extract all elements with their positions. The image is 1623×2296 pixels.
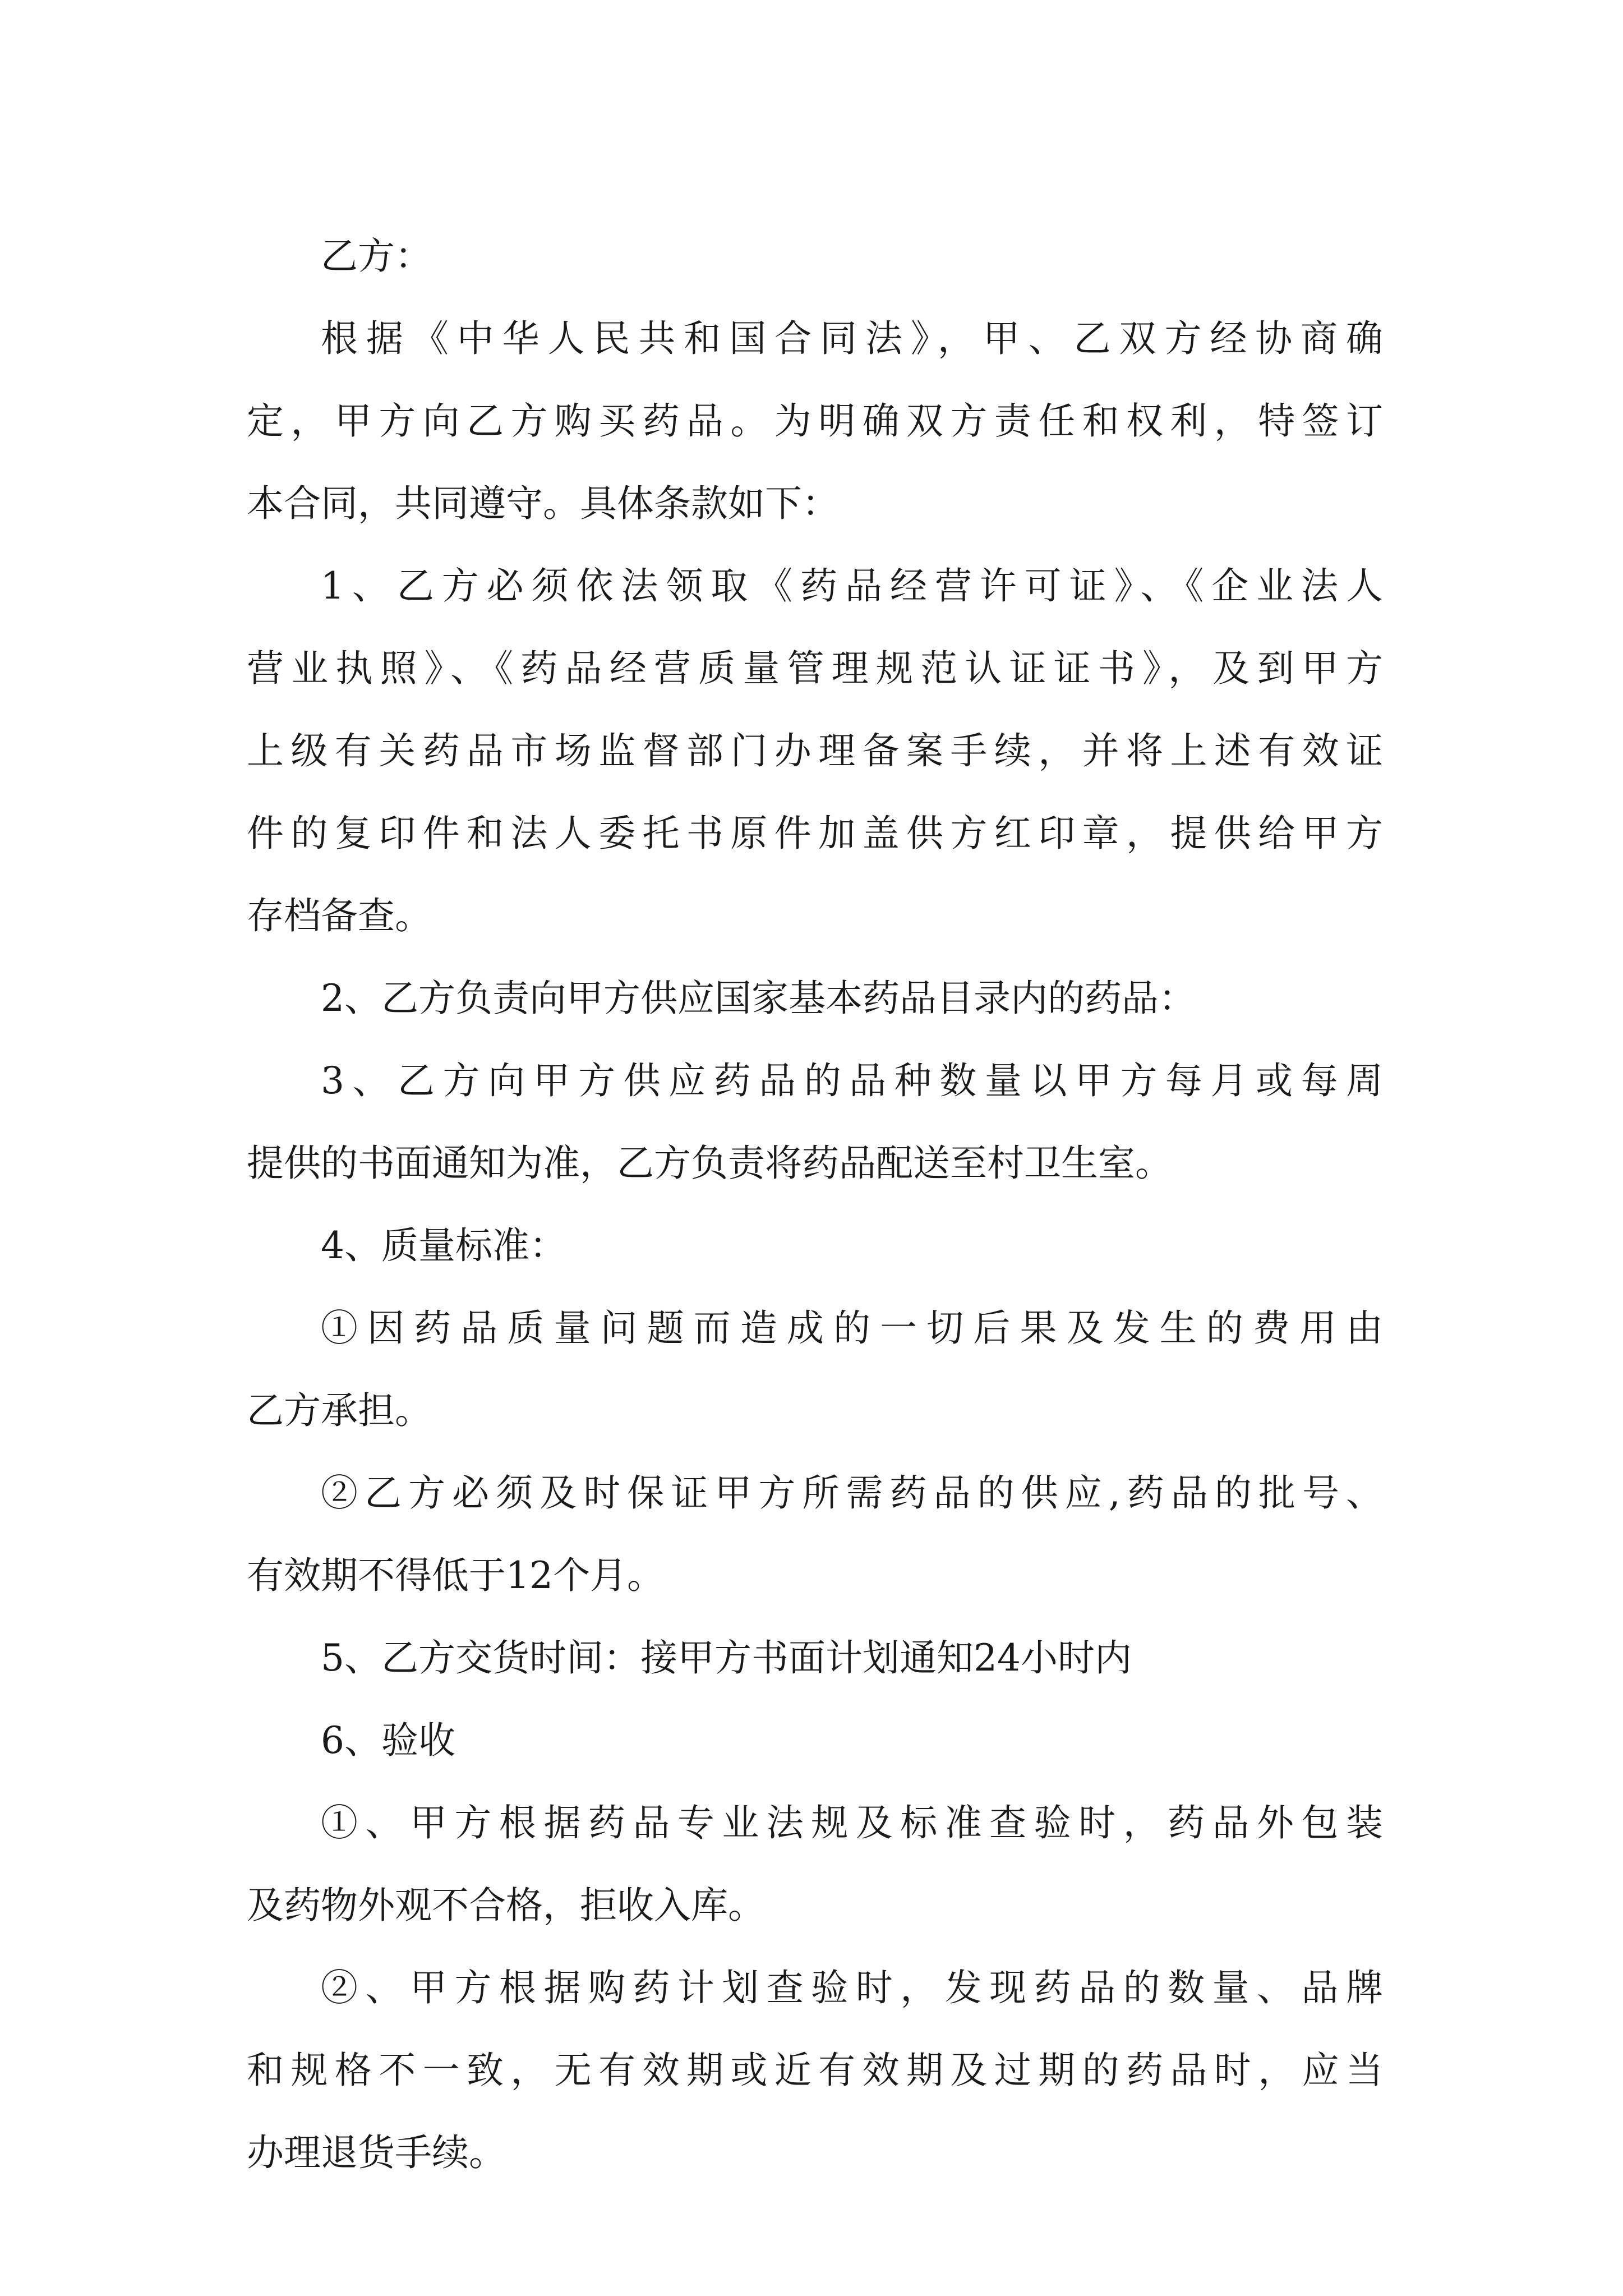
paragraph-line: 本合同，共同遵守。具体条款如下：	[247, 482, 839, 525]
paragraph-preamble	[247, 297, 1383, 545]
paragraph-line: 乙方承担。	[247, 1389, 432, 1432]
paragraph-line: 5、乙方交货时间：接甲方书面计划通知24小时内	[321, 1636, 1132, 1680]
paragraph-line: 定，甲方向乙方购买药品。为明确双方责任和权利，特签订	[247, 399, 1383, 443]
paragraph-line: 4、质量标准：	[321, 1224, 566, 1267]
paragraph-line: 办理退货手续。	[247, 2131, 506, 2174]
paragraph-line: 上级有关药品市场监督部门办理备案手续，并将上述有效证	[247, 729, 1383, 772]
clause-6-item-1	[247, 1782, 1383, 1947]
clause-6-heading	[247, 1699, 1383, 1782]
paragraph-line: ②乙方必须及时保证甲方所需药品的供应,药品的批号、	[321, 1471, 1383, 1515]
clause-6-item-2	[247, 1947, 1383, 2194]
paragraph-line: ②、甲方根据购药计划查验时，发现药品的数量、品牌	[321, 1966, 1383, 2009]
clause-4-item-1	[247, 1287, 1383, 1452]
paragraph-line: 6、验收	[321, 1719, 455, 1762]
paragraph-line: 有效期不得低于12个月。	[247, 1554, 664, 1597]
paragraph-line: 2、乙方负责向甲方供应国家基本药品目录内的药品：	[321, 977, 1196, 1020]
paragraph-line: 3、乙方向甲方供应药品的品种数量以甲方每月或每周	[321, 1059, 1383, 1102]
paragraph-line: 营业执照》、《药品经营质量管理规范认证证书》，及到甲方	[247, 647, 1383, 690]
clause-5	[247, 1617, 1383, 1699]
paragraph-line: 提供的书面通知为准，乙方负责将药品配送至村卫生室。	[247, 1142, 1172, 1185]
paragraph-line: 乙方：	[321, 234, 432, 278]
paragraph-line: 和规格不一致，无有效期或近有效期及过期的药品时，应当	[247, 2049, 1383, 2092]
clause-2	[247, 957, 1383, 1039]
paragraph-line: 件的复印件和法人委托书原件加盖供方红印章，提供给甲方	[247, 812, 1383, 855]
paragraph-line: 存档备查。	[247, 894, 432, 937]
paragraph-party-b	[247, 215, 1383, 297]
paragraph-line: 根据《中华人民共和国合同法》，甲、乙双方经协商确	[321, 317, 1383, 360]
document-body	[247, 215, 1383, 2194]
paragraph-line: ①因药品质量问题而造成的一切后果及发生的费用由	[321, 1306, 1383, 1350]
clause-4-heading	[247, 1204, 1383, 1287]
paragraph-line: 及药物外观不合格，拒收入库。	[247, 1884, 765, 1927]
paragraph-line: ①、甲方根据药品专业法规及标准查验时，药品外包装	[321, 1801, 1383, 1844]
clause-1	[247, 545, 1383, 957]
paragraph-line: 1、乙方必须依法领取《药品经营许可证》、《企业法人	[321, 564, 1383, 608]
clause-4-item-2	[247, 1452, 1383, 1617]
clause-3	[247, 1039, 1383, 1204]
